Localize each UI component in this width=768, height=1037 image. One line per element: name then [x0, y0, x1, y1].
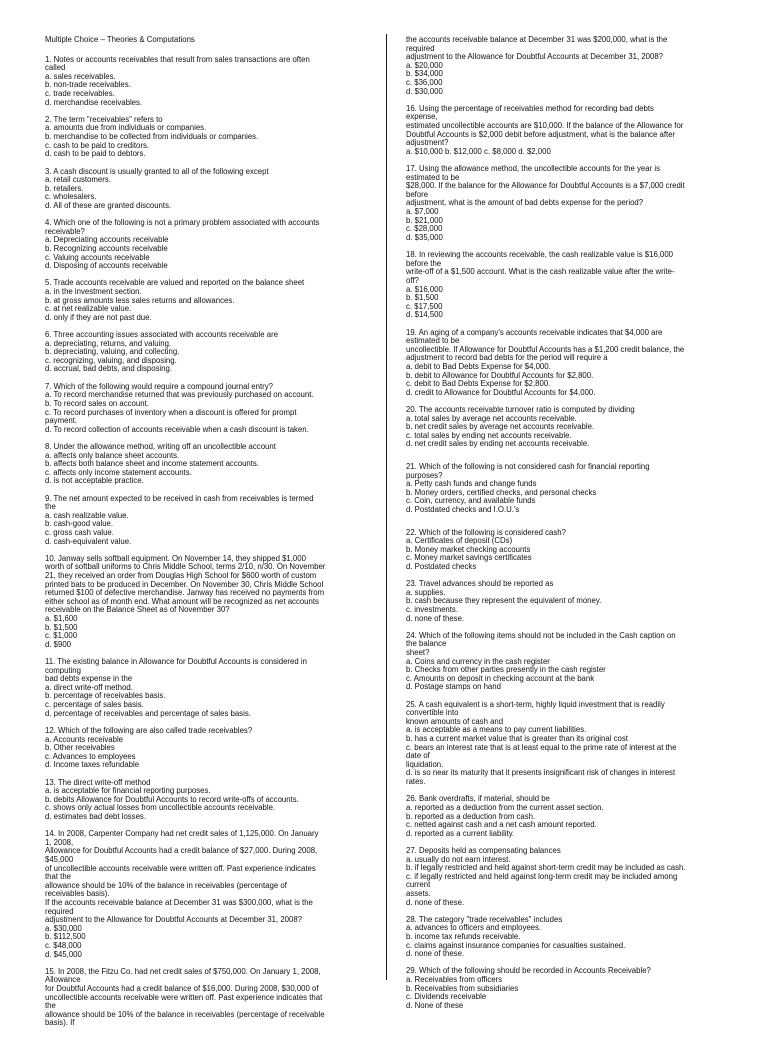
question-line: b. cash because they represent the equivalent of money. [406, 596, 602, 606]
question-5 [45, 279, 370, 322]
question-line: b. Checks from other parties presently in the cash register [406, 665, 606, 675]
question-line: b. $112,500 [45, 932, 86, 942]
question-line: 9. The net amount expected to be received in cash from receivables is termed [45, 493, 314, 503]
question-line: d. None of these [406, 1000, 464, 1010]
question-line: before the [406, 258, 442, 268]
question-line: d. Disposing of accounts receivable [45, 261, 168, 271]
question-line: a. Accounts receivable [45, 734, 124, 744]
question-line: a. amounts due from individuals or companies. [45, 123, 207, 133]
question-line: the [45, 502, 56, 512]
question-line: b. has a current market value that is greater than its original cost [406, 734, 628, 744]
question-line: d. $30,000 [406, 86, 443, 96]
question-line: d. Postdated checks and I.O.U.'s [406, 504, 520, 514]
question-line: either school as of month end. What amount will be recognized as net accounts [45, 596, 319, 606]
question-line: d. only if they are not past due. [45, 312, 152, 322]
question-line: a. sales receivables. [45, 71, 116, 81]
question-line: 12. Which of the following are also called trade receivables? [45, 725, 253, 735]
question-line: 3. A cash discount is usually granted to all of the following except [45, 166, 269, 176]
question-line: a. Coins and currency in the cash register [406, 656, 550, 666]
question-line: expense, [406, 112, 438, 122]
question-line: b. To record sales on account. [45, 398, 149, 408]
question-line: a. advances to officers and employees. [406, 923, 542, 933]
question-19 [406, 329, 722, 398]
question-line: 13. The direct write-off method [45, 777, 151, 787]
question-line: c. netted against cash and a net cash amount reported. [406, 820, 597, 830]
question-22 [406, 529, 722, 572]
question-line: liquidation. [406, 759, 444, 769]
question-line: c. To record purchases of inventory when a discount is offered for prompt [45, 407, 297, 417]
question-line: b. $21,000 [406, 215, 443, 225]
question-line: b. Receivables from subsidiaries [406, 983, 519, 993]
question-line: c. wholesalers. [45, 192, 97, 202]
question-line: 17. Using the allowance method, the uncollectible accounts for the year is [406, 164, 660, 174]
question-line: c. claims against insurance companies for casualties sustained. [406, 940, 626, 950]
question-line: d. reported as a current liability. [406, 828, 515, 838]
question-line: b. Money market checking accounts [406, 544, 531, 554]
question-line: a. Depreciating accounts receivable [45, 235, 169, 245]
question-line: that the [45, 872, 72, 882]
question-12 [45, 727, 370, 770]
question-line: c. $36,000 [406, 77, 443, 87]
left-question-list [45, 56, 370, 1028]
question-line: returned $100 of defective merchandise. Janway has received no payments from [45, 588, 325, 598]
question-line: adjustment? [406, 138, 449, 148]
question-line: a. total sales by average net accounts receivable. [406, 413, 577, 423]
question-line: 8. Under the allowance method, writing off an uncollectible account [45, 441, 276, 451]
column-divider [386, 34, 387, 980]
question-line: a. usually do not earn interest. [406, 854, 511, 864]
question-line: off? [406, 275, 419, 285]
question-line: b. Money orders, certified checks, and personal checks [406, 487, 597, 497]
question-line: required [406, 43, 435, 53]
question-line: a. $10,000 b. $12,000 c. $8,000 d. $2,000 [406, 146, 551, 156]
question-line: 29. Which of the following should be recorded in Accounts Receivable? [406, 966, 651, 976]
question-line: adjustment to the Allowance for Doubtful Accounts at December 31, 2008? [406, 52, 664, 62]
question-line: convertible into [406, 708, 459, 718]
question-line: 2. The term "receivables" refers to [45, 114, 163, 124]
question-line: sheet? [406, 648, 430, 658]
question-line: c. Money market savings certificates [406, 553, 532, 563]
question-line: b. income tax refunds receivable. [406, 932, 521, 941]
question-line: 4. Which one of the following is not a primary problem associated with accounts [45, 218, 320, 228]
question-line: 18. In reviewing the accounts receivable, the cash realizable value is $16,000 [406, 250, 673, 260]
question-line: d. cash to be paid to debtors. [45, 149, 146, 159]
question-line: a. Certificates of deposit (CDs) [406, 536, 513, 546]
question-line: Allowance [45, 975, 81, 985]
question-line: b. Recognizing accounts receivable [45, 243, 168, 253]
question-line: date of [406, 751, 430, 761]
question-line: allowance should be 10% of the balance in receivables (percentage of receivable [45, 1009, 325, 1019]
question-line: b. net credit sales by average net accounts receivable. [406, 422, 595, 432]
question-line: purposes? [406, 470, 443, 480]
question-line: d. none of these. [406, 949, 465, 959]
question-3 [45, 168, 370, 211]
question-line: a. Receivables from officers [406, 975, 503, 985]
question-line: a. Petty cash funds and change funds [406, 479, 537, 489]
question-line: c. Advances to employees [45, 751, 136, 761]
question-line: 1. Notes or accounts receivables that result from sales transactions are often [45, 54, 310, 64]
question-line: If the accounts receivable balance at December 31 was $300,000, what is the [45, 898, 313, 907]
question-26 [406, 795, 722, 838]
question-25 [406, 701, 722, 787]
question-line: c. investments. [406, 604, 458, 614]
question-line: before [406, 189, 429, 199]
question-line: d. credit to Allowance for Doubtful Accounts for $4,000. [406, 387, 596, 397]
question-line: a. To record merchandise returned that was previously purchased on account. [45, 390, 314, 400]
question-line: estimated uncollectible accounts are $10,000. If the balance of the Allowance for [406, 121, 684, 131]
question-11 [45, 658, 370, 718]
question-line: c. $17,500 [406, 301, 443, 311]
question-line: 21, they received an order from Douglas High School for $600 worth of custom [45, 571, 317, 581]
question-line: of uncollectible accounts receivable were written off. Past experience indicates [45, 863, 316, 873]
question-line: printed bats to be produced in December. On November 30, Chris Middle School [45, 579, 324, 589]
question-line: 26. Bank overdrafts, if material, should be [406, 794, 550, 804]
question-line: payment. [45, 416, 78, 426]
question-9 [45, 495, 370, 547]
question-line: d. To record collection of accounts receivable when a cash discount is taken. [45, 424, 309, 434]
question-line: Allowance for Doubtful Accounts had a credit balance of $27,000. During 2008, [45, 846, 318, 856]
question-line: b. $1,500 [45, 622, 78, 632]
question-line: c. if legally restricted and held against long-term credit may be included among [406, 871, 678, 881]
question-line: $28,000. If the balance for the Allowance for Doubtful Accounts is a $7,000 credit [406, 181, 685, 191]
question-29 [406, 967, 722, 1010]
question-line: 6. Three accounting issues associated with accounts receivable are [45, 330, 279, 340]
question-line: c. Amounts on deposit in checking account at the bank [406, 673, 595, 683]
question-line: a. is acceptable for financial reporting purposes. [45, 786, 211, 796]
question-23 [406, 580, 722, 623]
question-7 [45, 383, 370, 435]
question-line: worth of softball uniforms to Chris Middle School, terms 2/10, n/30. On November [45, 562, 326, 572]
question-line: adjustment, what is the amount of bad debts expense for the period? [406, 198, 644, 208]
question-line: b. retailers. [45, 183, 84, 193]
question-line: c. percentage of sales basis. [45, 700, 144, 710]
question-line: 19. An aging of a company's accounts receivable indicates that $4,000 are [406, 327, 663, 337]
question-line: c. affects only income statement accounts. [45, 467, 192, 477]
question-line: a. is acceptable as a means to pay current liabilities. [406, 725, 587, 735]
question-line: 11. The existing balance in Allowance for Doubtful Accounts is considered in [45, 657, 307, 667]
question-line: $45,000 [45, 855, 74, 865]
question-15-cont [406, 36, 722, 96]
question-line: a. debit to Bad Debts Expense for $4,000. [406, 361, 551, 371]
question-line: a. affects only balance sheet accounts. [45, 450, 180, 460]
question-line: b. reported as a deduction from cash. [406, 811, 536, 821]
question-line: b. cash-good value. [45, 519, 114, 529]
question-line: adjustment to the Allowance for Doubtful Accounts at December 31, 2008? [45, 915, 303, 925]
question-line: basis). If [45, 1018, 75, 1028]
question-line: 16. Using the percentage of receivables method for recording bad debts [406, 103, 654, 113]
question-line: a. direct write-off method. [45, 682, 133, 692]
question-line: b. $1,500 [406, 293, 439, 303]
question-line: a. reported as a deduction from the current asset section. [406, 802, 604, 812]
question-line: receivable on the Balance Sheet as of November 30? [45, 605, 230, 615]
question-line: c. trade receivables. [45, 88, 115, 98]
question-line: c. $48,000 [45, 940, 82, 950]
question-line: c. gross cash value. [45, 528, 114, 537]
question-line: uncollectible accounts receivable were written off. Past experience indicates that [45, 992, 323, 1002]
question-line: c. at net realizable value. [45, 304, 132, 314]
question-line: d. $35,000 [406, 232, 443, 242]
question-line: 20. The accounts receivable turnover ratio is computed by dividing [406, 405, 635, 414]
question-line: c. shows only actual losses from uncollectible accounts receivable. [45, 803, 276, 813]
question-line: d. accrual, bad debts, and disposing. [45, 364, 173, 374]
question-line: known amounts of cash and [406, 716, 504, 726]
question-line: d. Postage stamps on hand [406, 682, 501, 692]
question-line: uncollectible. If Allowance for Doubtful Accounts has a $1,200 credit balance, the [406, 344, 685, 354]
question-line: receivables basis). [45, 889, 110, 899]
question-line: 23. Travel advances should be reported as [406, 579, 554, 589]
question-line: required [45, 906, 74, 916]
question-2 [45, 116, 370, 159]
question-17 [406, 165, 722, 242]
question-line: a. cash realizable value. [45, 510, 129, 520]
question-line: c. cash to be paid to creditors. [45, 140, 150, 150]
question-line: 14. In 2008, Carpenter Company had net credit sales of 1,125,000. On January [45, 829, 319, 839]
question-line: Doubtful Accounts is $2,000 debit before adjustment, what is the balance after [406, 129, 676, 139]
question-line: a. $30,000 [45, 923, 82, 933]
question-line: d. $14,500 [406, 310, 443, 320]
question-line: c. Valuing accounts receivable [45, 252, 150, 262]
question-line: b. if legally restricted and held against short-term credit may be included as cash. [406, 863, 686, 873]
question-line: 1, 2008, [45, 837, 74, 847]
question-line: write-off of a $1,500 account. What is the cash realizable value after the write- [406, 267, 675, 277]
question-line: b. depreciating, valuing, and collecting. [45, 347, 180, 357]
question-line: for Doubtful Accounts had a credit balance of $16,000. During 2008, $30,000 of [45, 984, 319, 994]
question-line: d. estimates bad debt losses. [45, 811, 146, 821]
question-line: b. affects both balance sheet and income statement accounts. [45, 459, 259, 469]
question-line: c. recognizing, valuing, and disposing. [45, 355, 177, 365]
left-column [45, 36, 370, 1037]
question-line: d. $45,000 [45, 949, 82, 959]
question-line: 15. In 2008, the Fitzu Co. had net credit sales of $750,000. On January 1, 2008, [45, 966, 321, 976]
question-line: a. $20,000 [406, 60, 443, 70]
question-line: the [45, 1001, 56, 1011]
question-line: 28. The category "trade receivables" includes [406, 914, 563, 924]
question-10 [45, 555, 370, 650]
question-line: a. depreciating, returns, and valuing. [45, 338, 172, 348]
question-line: allowance should be 10% of the balance in receivables (percentage of [45, 880, 287, 890]
question-line: c. $28,000 [406, 224, 443, 234]
question-line: 27. Deposits held as compensating balances [406, 845, 561, 855]
question-16 [406, 105, 722, 157]
question-line: a. $1,600 [45, 614, 78, 624]
question-line: 10. Janway sells softball equipment. On November 14, they shipped $1,000 [45, 553, 306, 563]
question-line: d. is so near its maturity that it presents insignificant risk of changes in interest [406, 768, 676, 778]
question-line: b. at gross amounts less sales returns and allowances. [45, 295, 235, 305]
question-line: c. Dividends receivable [406, 992, 487, 1002]
question-line: estimated to be [406, 172, 460, 182]
question-line: d. $900 [45, 639, 72, 649]
question-8 [45, 443, 370, 486]
question-line: a. $7,000 [406, 207, 439, 217]
question-line: bad debts expense in the [45, 674, 133, 684]
question-4 [45, 219, 370, 271]
question-21 [406, 463, 722, 515]
question-line: current [406, 880, 431, 890]
question-line: the accounts receivable balance at December 31 was $200,000, what is the [406, 35, 668, 44]
question-line: rates. [406, 777, 426, 787]
question-15 [45, 968, 370, 1028]
question-line: b. percentage of receivables basis. [45, 691, 166, 701]
question-6 [45, 331, 370, 374]
question-14 [45, 830, 370, 959]
question-line: d. All of these are granted discounts. [45, 200, 172, 210]
question-line: d. none of these. [406, 613, 465, 623]
question-line: computing [45, 665, 81, 675]
question-line: b. non-trade receivables. [45, 80, 131, 90]
question-line: a. in the investment section. [45, 287, 142, 296]
question-line: adjustment to record bad debts for the period will require a [406, 353, 608, 363]
question-line: 21. Which of the following is not considered cash for financial reporting [406, 461, 650, 471]
question-28 [406, 916, 722, 959]
document-title: Multiple Choice – Theories & Computations [45, 35, 195, 44]
question-line: b. debits Allowance for Doubtful Accounts to record write-offs of accounts. [45, 794, 299, 804]
question-line: d. net credit sales by ending net accounts receivable. [406, 439, 590, 449]
question-line: 7. Which of the following would require a compound journal entry? [45, 381, 273, 391]
question-line: estimated to be [406, 336, 460, 346]
question-line: 24. Which of the following items should not be included in the Cash caption on [406, 630, 676, 640]
question-line: d. percentage of receivables and percentage of sales basis. [45, 708, 251, 718]
question-line: d. Postdated checks [406, 561, 477, 571]
question-line: the balance [406, 639, 447, 649]
question-line: b. merchandise to be collected from individuals or companies. [45, 132, 259, 142]
question-line: c. debit to Bad Debts Expense for $2,800. [406, 379, 551, 389]
question-line: d. merchandise receivables. [45, 97, 143, 107]
question-20 [406, 406, 722, 449]
question-line: a. retail customers. [45, 175, 111, 185]
question-line: c. bears an interest rate that is at least equal to the prime rate of interest at the [406, 742, 677, 752]
question-line: assets. [406, 888, 431, 898]
question-18 [406, 251, 722, 320]
question-line: 25. A cash equivalent is a short-term, highly liquid investment that is readily [406, 699, 665, 709]
question-line: d. none of these. [406, 897, 465, 907]
question-line: d. is not acceptable practice. [45, 476, 144, 486]
question-line: d. Income taxes refundable [45, 760, 140, 770]
question-line: b. Other receivables [45, 743, 115, 753]
question-13 [45, 779, 370, 822]
question-line: c. Coin, currency, and available funds [406, 496, 536, 506]
right-question-list [406, 36, 722, 1010]
question-27 [406, 847, 722, 907]
question-line: receivable? [45, 226, 85, 236]
question-line: 22. Which of the following is considered cash? [406, 527, 566, 537]
question-line: called [45, 63, 66, 73]
question-line: a. $16,000 [406, 284, 443, 294]
question-line: c. total sales by ending net accounts receivable. [406, 430, 572, 440]
question-24 [406, 632, 722, 692]
question-line: b. debit to Allowance for Doubtful Accounts for $2,800. [406, 370, 594, 380]
question-line: d. cash-equivalent value. [45, 536, 132, 546]
question-1 [45, 56, 370, 108]
right-column [406, 36, 722, 1019]
question-line: b. $34,000 [406, 69, 443, 79]
question-line: c. $1,000 [45, 631, 78, 641]
question-line: 5. Trade accounts receivable are valued and reported on the balance sheet [45, 278, 305, 288]
question-line: a. supplies. [406, 587, 446, 597]
